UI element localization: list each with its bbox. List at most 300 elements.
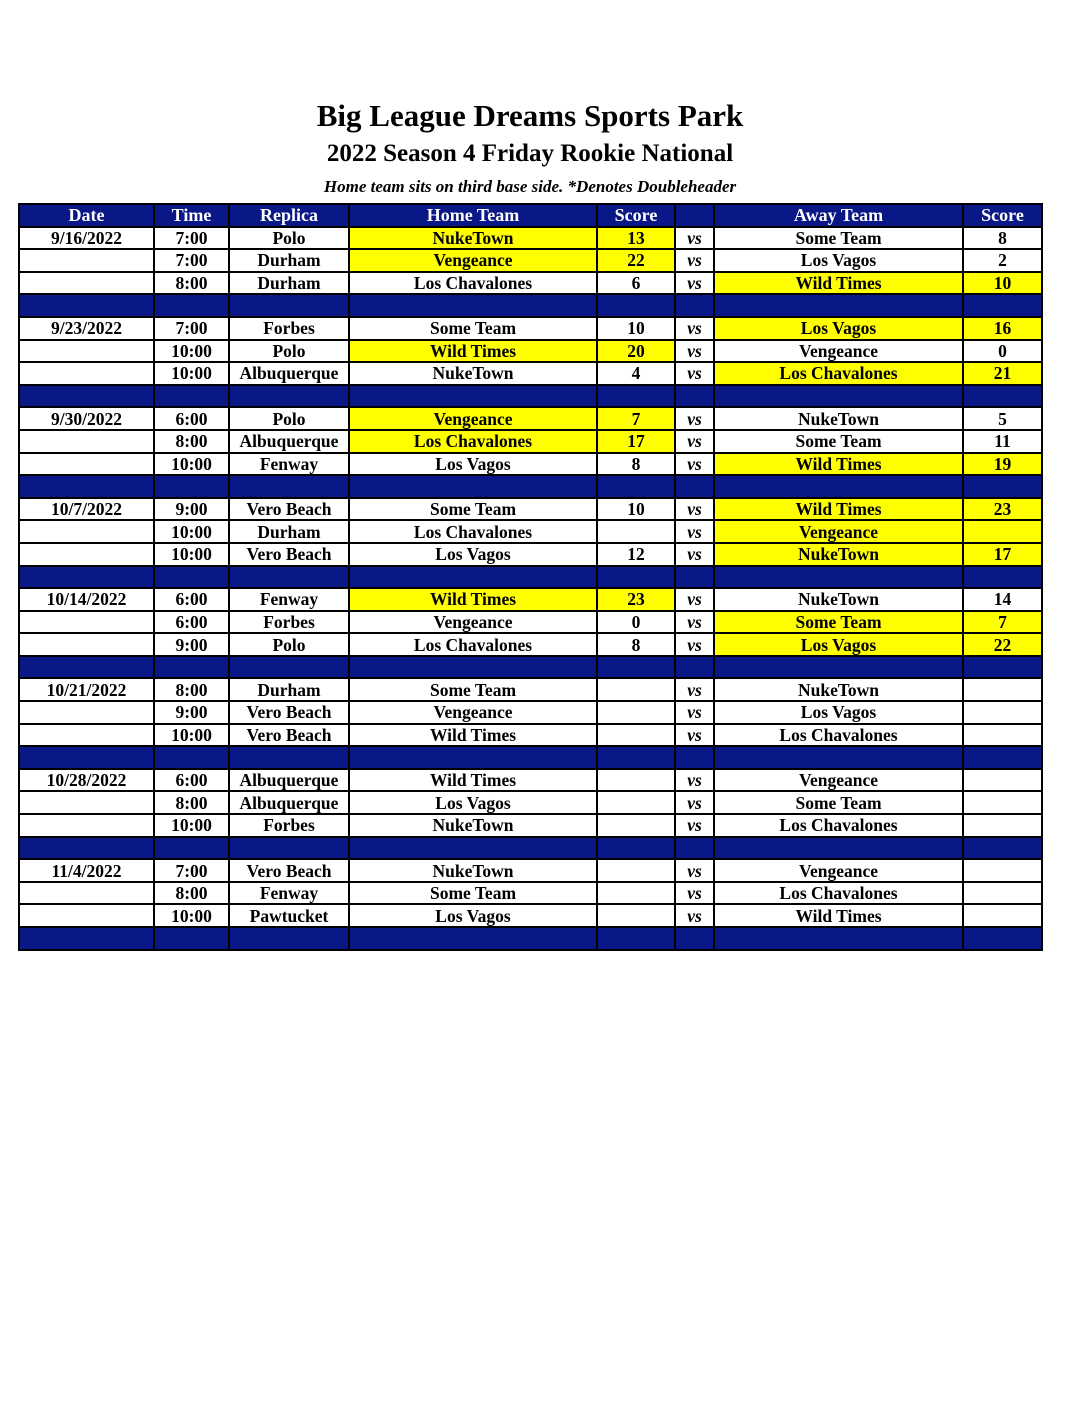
away-team-cell: Some Team — [714, 430, 963, 453]
away-score-cell — [963, 701, 1042, 724]
home-team-cell: Vengeance — [349, 611, 597, 634]
home-team-cell: Some Team — [349, 882, 597, 905]
separator-cell — [963, 656, 1042, 679]
time-cell: 10:00 — [154, 904, 229, 927]
field-cell: Durham — [229, 249, 349, 272]
home-score-cell — [597, 678, 675, 701]
date-cell: 9/30/2022 — [19, 407, 154, 430]
schedule-table — [18, 203, 1043, 951]
separator-cell — [349, 385, 597, 408]
separator-cell — [714, 385, 963, 408]
away-score-cell: 7 — [963, 611, 1042, 634]
home-team-cell: Los Chavalones — [349, 520, 597, 543]
separator-cell — [19, 566, 154, 589]
separator-cell — [229, 837, 349, 860]
home-team-cell: Los Vagos — [349, 791, 597, 814]
away-score-cell: 14 — [963, 588, 1042, 611]
table-row — [19, 362, 1042, 385]
vs-cell: vs — [675, 453, 714, 476]
col-header-vs — [675, 204, 714, 227]
table-row — [19, 543, 1042, 566]
separator-cell — [229, 746, 349, 769]
table-row — [19, 814, 1042, 837]
away-team-cell: NukeTown — [714, 407, 963, 430]
date-cell — [19, 453, 154, 476]
home-score-cell: 12 — [597, 543, 675, 566]
week-separator-row — [19, 566, 1042, 589]
date-cell — [19, 272, 154, 295]
away-team-cell: Los Chavalones — [714, 362, 963, 385]
field-cell: Albuquerque — [229, 430, 349, 453]
week-separator-row — [19, 475, 1042, 498]
table-row — [19, 633, 1042, 656]
separator-cell — [714, 294, 963, 317]
home-team-cell: Wild Times — [349, 724, 597, 747]
field-cell: Polo — [229, 227, 349, 250]
away-team-cell: Wild Times — [714, 904, 963, 927]
away-team-cell: Los Chavalones — [714, 814, 963, 837]
time-cell: 10:00 — [154, 814, 229, 837]
col-header-home-team: Home Team — [349, 204, 597, 227]
separator-cell — [154, 656, 229, 679]
separator-cell — [229, 566, 349, 589]
home-team-cell: Wild Times — [349, 769, 597, 792]
separator-cell — [963, 746, 1042, 769]
table-row — [19, 430, 1042, 453]
separator-cell — [963, 294, 1042, 317]
away-team-cell: Los Chavalones — [714, 724, 963, 747]
home-team-cell: NukeTown — [349, 227, 597, 250]
separator-cell — [714, 475, 963, 498]
vs-cell: vs — [675, 701, 714, 724]
table-row — [19, 272, 1042, 295]
home-score-cell: 17 — [597, 430, 675, 453]
separator-cell — [963, 566, 1042, 589]
date-cell — [19, 249, 154, 272]
home-team-cell: Some Team — [349, 498, 597, 521]
separator-cell — [675, 656, 714, 679]
table-row — [19, 520, 1042, 543]
time-cell: 8:00 — [154, 430, 229, 453]
date-cell — [19, 362, 154, 385]
home-team-cell: NukeTown — [349, 362, 597, 385]
home-score-cell: 10 — [597, 498, 675, 521]
time-cell: 10:00 — [154, 340, 229, 363]
week-separator-row — [19, 656, 1042, 679]
date-cell — [19, 882, 154, 905]
home-score-cell: 23 — [597, 588, 675, 611]
vs-cell: vs — [675, 362, 714, 385]
separator-cell — [675, 746, 714, 769]
home-team-cell: Vengeance — [349, 249, 597, 272]
home-team-cell: Los Vagos — [349, 453, 597, 476]
separator-cell — [19, 927, 154, 950]
home-score-cell — [597, 701, 675, 724]
away-score-cell — [963, 724, 1042, 747]
separator-cell — [154, 294, 229, 317]
vs-cell: vs — [675, 272, 714, 295]
date-cell — [19, 791, 154, 814]
home-score-cell: 4 — [597, 362, 675, 385]
away-score-cell: 11 — [963, 430, 1042, 453]
col-header-replica: Replica — [229, 204, 349, 227]
table-row — [19, 791, 1042, 814]
separator-cell — [597, 475, 675, 498]
vs-cell: vs — [675, 882, 714, 905]
time-cell: 10:00 — [154, 362, 229, 385]
separator-cell — [597, 294, 675, 317]
field-cell: Polo — [229, 633, 349, 656]
home-team-cell: NukeTown — [349, 814, 597, 837]
away-team-cell: Vengeance — [714, 520, 963, 543]
away-score-cell: 8 — [963, 227, 1042, 250]
vs-cell: vs — [675, 633, 714, 656]
date-cell — [19, 543, 154, 566]
home-score-cell — [597, 724, 675, 747]
away-score-cell — [963, 859, 1042, 882]
date-cell: 10/7/2022 — [19, 498, 154, 521]
field-cell: Durham — [229, 272, 349, 295]
week-separator-row — [19, 294, 1042, 317]
home-score-cell — [597, 904, 675, 927]
away-score-cell — [963, 769, 1042, 792]
away-score-cell — [963, 904, 1042, 927]
separator-cell — [597, 566, 675, 589]
separator-cell — [349, 656, 597, 679]
separator-cell — [675, 475, 714, 498]
vs-cell: vs — [675, 498, 714, 521]
date-cell: 10/21/2022 — [19, 678, 154, 701]
date-cell — [19, 701, 154, 724]
separator-cell — [349, 475, 597, 498]
home-score-cell — [597, 859, 675, 882]
separator-cell — [154, 385, 229, 408]
home-score-cell: 6 — [597, 272, 675, 295]
separator-cell — [229, 294, 349, 317]
field-cell: Albuquerque — [229, 791, 349, 814]
separator-cell — [675, 927, 714, 950]
away-score-cell — [963, 814, 1042, 837]
separator-cell — [154, 746, 229, 769]
home-score-cell — [597, 769, 675, 792]
away-team-cell: Vengeance — [714, 340, 963, 363]
table-row — [19, 678, 1042, 701]
week-separator-row — [19, 746, 1042, 769]
separator-cell — [597, 927, 675, 950]
home-team-cell: Wild Times — [349, 340, 597, 363]
away-score-cell: 5 — [963, 407, 1042, 430]
away-score-cell: 23 — [963, 498, 1042, 521]
away-team-cell: Los Vagos — [714, 701, 963, 724]
date-cell — [19, 724, 154, 747]
table-row — [19, 588, 1042, 611]
vs-cell: vs — [675, 814, 714, 837]
time-cell: 8:00 — [154, 272, 229, 295]
vs-cell: vs — [675, 249, 714, 272]
table-row — [19, 724, 1042, 747]
home-team-cell: Some Team — [349, 678, 597, 701]
home-team-cell: Los Chavalones — [349, 633, 597, 656]
away-team-cell: NukeTown — [714, 543, 963, 566]
table-row — [19, 453, 1042, 476]
col-header-away-score: Score — [963, 204, 1042, 227]
field-cell: Forbes — [229, 814, 349, 837]
separator-cell — [229, 385, 349, 408]
separator-cell — [675, 294, 714, 317]
table-row — [19, 407, 1042, 430]
field-cell: Durham — [229, 678, 349, 701]
field-cell: Vero Beach — [229, 724, 349, 747]
date-cell: 10/14/2022 — [19, 588, 154, 611]
away-team-cell: Vengeance — [714, 769, 963, 792]
vs-cell: vs — [675, 678, 714, 701]
vs-cell: vs — [675, 543, 714, 566]
home-score-cell — [597, 791, 675, 814]
date-cell — [19, 520, 154, 543]
table-row — [19, 859, 1042, 882]
week-separator-row — [19, 837, 1042, 860]
field-cell: Vero Beach — [229, 701, 349, 724]
separator-cell — [714, 746, 963, 769]
time-cell: 8:00 — [154, 678, 229, 701]
date-cell: 10/28/2022 — [19, 769, 154, 792]
home-team-cell: Los Vagos — [349, 904, 597, 927]
separator-cell — [597, 656, 675, 679]
away-score-cell: 0 — [963, 340, 1042, 363]
separator-cell — [597, 746, 675, 769]
vs-cell: vs — [675, 340, 714, 363]
home-score-cell: 13 — [597, 227, 675, 250]
separator-cell — [597, 837, 675, 860]
table-header-row — [19, 204, 1042, 227]
separator-cell — [714, 837, 963, 860]
time-cell: 6:00 — [154, 611, 229, 634]
table-row — [19, 317, 1042, 340]
separator-cell — [154, 837, 229, 860]
field-cell: Albuquerque — [229, 769, 349, 792]
separator-cell — [229, 475, 349, 498]
away-team-cell: Los Chavalones — [714, 882, 963, 905]
time-cell: 9:00 — [154, 701, 229, 724]
separator-cell — [154, 475, 229, 498]
time-cell: 10:00 — [154, 453, 229, 476]
field-cell: Vero Beach — [229, 498, 349, 521]
schedule-note: Home team sits on third base side. *Denotes Doubleheader — [323, 177, 737, 196]
col-header-home-score: Score — [597, 204, 675, 227]
time-cell: 9:00 — [154, 498, 229, 521]
separator-cell — [963, 927, 1042, 950]
time-cell: 10:00 — [154, 724, 229, 747]
col-header-date: Date — [19, 204, 154, 227]
home-team-cell: NukeTown — [349, 859, 597, 882]
field-cell: Fenway — [229, 588, 349, 611]
time-cell: 10:00 — [154, 543, 229, 566]
separator-cell — [675, 566, 714, 589]
away-score-cell: 10 — [963, 272, 1042, 295]
date-cell — [19, 340, 154, 363]
separator-cell — [19, 746, 154, 769]
vs-cell: vs — [675, 769, 714, 792]
separator-cell — [714, 566, 963, 589]
vs-cell: vs — [675, 317, 714, 340]
home-score-cell: 0 — [597, 611, 675, 634]
table-row — [19, 340, 1042, 363]
field-cell: Pawtucket — [229, 904, 349, 927]
away-score-cell — [963, 882, 1042, 905]
separator-cell — [229, 927, 349, 950]
time-cell: 8:00 — [154, 882, 229, 905]
table-row — [19, 611, 1042, 634]
home-score-cell: 8 — [597, 633, 675, 656]
home-score-cell — [597, 520, 675, 543]
date-cell — [19, 904, 154, 927]
separator-cell — [675, 385, 714, 408]
home-team-cell: Wild Times — [349, 588, 597, 611]
away-team-cell: NukeTown — [714, 588, 963, 611]
vs-cell: vs — [675, 227, 714, 250]
time-cell: 7:00 — [154, 249, 229, 272]
separator-cell — [349, 837, 597, 860]
vs-cell: vs — [675, 520, 714, 543]
separator-cell — [597, 385, 675, 408]
away-team-cell: Some Team — [714, 791, 963, 814]
week-separator-row — [19, 927, 1042, 950]
separator-cell — [349, 294, 597, 317]
separator-cell — [154, 927, 229, 950]
separator-cell — [19, 385, 154, 408]
vs-cell: vs — [675, 791, 714, 814]
field-cell: Polo — [229, 340, 349, 363]
col-header-time: Time — [154, 204, 229, 227]
field-cell: Vero Beach — [229, 859, 349, 882]
away-team-cell: Some Team — [714, 611, 963, 634]
table-row — [19, 701, 1042, 724]
separator-cell — [19, 837, 154, 860]
time-cell: 7:00 — [154, 317, 229, 340]
home-team-cell: Vengeance — [349, 701, 597, 724]
date-cell: 11/4/2022 — [19, 859, 154, 882]
away-team-cell: Wild Times — [714, 272, 963, 295]
away-team-cell: NukeTown — [714, 678, 963, 701]
away-score-cell: 19 — [963, 453, 1042, 476]
table-row — [19, 882, 1042, 905]
separator-cell — [19, 475, 154, 498]
away-team-cell: Vengeance — [714, 859, 963, 882]
separator-cell — [675, 837, 714, 860]
separator-cell — [349, 746, 597, 769]
vs-cell: vs — [675, 430, 714, 453]
separator-cell — [349, 566, 597, 589]
separator-cell — [154, 566, 229, 589]
field-cell: Vero Beach — [229, 543, 349, 566]
date-cell — [19, 611, 154, 634]
home-team-cell: Some Team — [349, 317, 597, 340]
away-team-cell: Los Vagos — [714, 249, 963, 272]
date-cell: 9/16/2022 — [19, 227, 154, 250]
field-cell: Fenway — [229, 882, 349, 905]
away-team-cell: Los Vagos — [714, 317, 963, 340]
week-separator-row — [19, 385, 1042, 408]
away-team-cell: Wild Times — [714, 498, 963, 521]
separator-cell — [229, 656, 349, 679]
field-cell: Forbes — [229, 611, 349, 634]
home-score-cell — [597, 882, 675, 905]
schedule-body — [19, 227, 1042, 950]
separator-cell — [963, 837, 1042, 860]
table-row — [19, 498, 1042, 521]
away-score-cell — [963, 791, 1042, 814]
table-row — [19, 227, 1042, 250]
away-score-cell: 16 — [963, 317, 1042, 340]
time-cell: 8:00 — [154, 791, 229, 814]
away-score-cell — [963, 678, 1042, 701]
home-team-cell: Los Chavalones — [349, 272, 597, 295]
date-cell — [19, 430, 154, 453]
field-cell: Fenway — [229, 453, 349, 476]
table-row — [19, 904, 1042, 927]
col-header-away-team: Away Team — [714, 204, 963, 227]
home-team-cell: Los Vagos — [349, 543, 597, 566]
home-score-cell: 22 — [597, 249, 675, 272]
separator-cell — [714, 927, 963, 950]
home-score-cell: 10 — [597, 317, 675, 340]
vs-cell: vs — [675, 588, 714, 611]
separator-cell — [349, 927, 597, 950]
separator-cell — [963, 475, 1042, 498]
page-title: Big League Dreams Sports Park — [316, 98, 744, 133]
separator-cell — [19, 294, 154, 317]
away-score-cell: 17 — [963, 543, 1042, 566]
away-score-cell: 21 — [963, 362, 1042, 385]
home-team-cell: Vengeance — [349, 407, 597, 430]
separator-cell — [19, 656, 154, 679]
separator-cell — [714, 656, 963, 679]
separator-cell — [963, 385, 1042, 408]
home-score-cell: 7 — [597, 407, 675, 430]
field-cell: Polo — [229, 407, 349, 430]
vs-cell: vs — [675, 859, 714, 882]
field-cell: Albuquerque — [229, 362, 349, 385]
time-cell: 6:00 — [154, 407, 229, 430]
time-cell: 7:00 — [154, 227, 229, 250]
table-row — [19, 249, 1042, 272]
time-cell: 6:00 — [154, 588, 229, 611]
page-subtitle: 2022 Season 4 Friday Rookie National — [326, 140, 734, 167]
table-row — [19, 769, 1042, 792]
vs-cell: vs — [675, 724, 714, 747]
field-cell: Durham — [229, 520, 349, 543]
home-score-cell — [597, 814, 675, 837]
away-score-cell — [963, 520, 1042, 543]
date-cell — [19, 633, 154, 656]
time-cell: 10:00 — [154, 520, 229, 543]
field-cell: Forbes — [229, 317, 349, 340]
home-score-cell: 20 — [597, 340, 675, 363]
away-score-cell: 22 — [963, 633, 1042, 656]
away-team-cell: Los Vagos — [714, 633, 963, 656]
home-score-cell: 8 — [597, 453, 675, 476]
away-team-cell: Some Team — [714, 227, 963, 250]
home-team-cell: Los Chavalones — [349, 430, 597, 453]
date-cell: 9/23/2022 — [19, 317, 154, 340]
vs-cell: vs — [675, 904, 714, 927]
vs-cell: vs — [675, 611, 714, 634]
time-cell: 6:00 — [154, 769, 229, 792]
date-cell — [19, 814, 154, 837]
time-cell: 7:00 — [154, 859, 229, 882]
away-score-cell: 2 — [963, 249, 1042, 272]
away-team-cell: Wild Times — [714, 453, 963, 476]
